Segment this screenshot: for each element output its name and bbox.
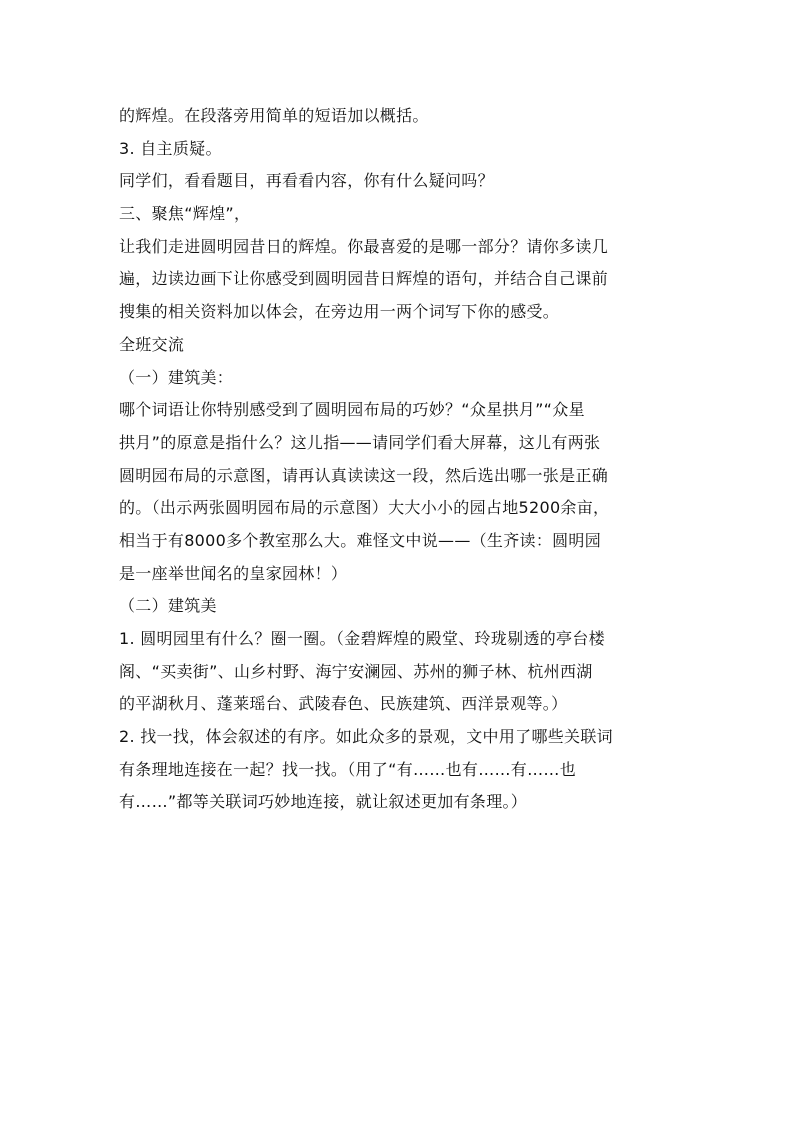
text-line: 哪个词语让你特别感受到了圆明园布局的巧妙？“众星拱月”“众星 bbox=[119, 400, 585, 420]
text-line: 遍，边读边画下让你感受到圆明园昔日辉煌的语句，并结合自己课前 bbox=[119, 269, 609, 289]
text-line: 全班交流 bbox=[119, 334, 185, 354]
text-line: 拱月”的原意是指什么？这儿指——请同学们看大屏幕，这儿有两张 bbox=[119, 432, 601, 452]
text-line: 阁、“买卖街”、山乡村野、海宁安澜园、苏州的狮子林、杭州西湖 bbox=[119, 661, 593, 681]
text-line: 搜集的相关资料加以体会，在旁边用一两个词写下你的感受。 bbox=[119, 302, 560, 322]
text-line: 的平湖秋月、蓬莱瑶台、武陵春色、民族建筑、西洋景观等。） bbox=[119, 694, 568, 714]
text-line: 的。（出示两张圆明园布局的示意图）大大小小的园占地5200余亩， bbox=[119, 498, 610, 518]
text-line: 有条理地连接在一起？找一找。（用了“有……也有……有……也 bbox=[119, 759, 576, 779]
text-line: 1. 圆明园里有什么？圈一圈。（金碧辉煌的殿堂、玲珑剔透的亭台楼 bbox=[119, 629, 605, 648]
subsection-heading: （二）建筑美 bbox=[119, 596, 217, 616]
text-line: 圆明园布局的示意图，请再认真读读这一段，然后选出哪一张是正确 bbox=[119, 465, 609, 485]
text-line: 是一座举世闻名的皇家园林！） bbox=[119, 563, 348, 583]
text-line: 3. 自主质疑。 bbox=[119, 138, 222, 158]
section-heading: 三、聚焦“辉煌”， bbox=[119, 204, 251, 224]
text-line: 让我们走进圆明园昔日的辉煌。你最喜爱的是哪一部分？请你多读几 bbox=[119, 236, 609, 256]
text-line: 相当于有8000多个教室那么大。难怪文中说——（生齐读：圆明园 bbox=[119, 530, 602, 550]
subsection-heading: （一）建筑美： bbox=[119, 367, 234, 387]
text-line: 有……”都等关联词巧妙地连接，就让叙述更加有条理。） bbox=[119, 792, 528, 812]
text-line: 2. 找一找，体会叙述的有序。如此众多的景观，文中用了哪些关联词 bbox=[119, 727, 613, 747]
document-body bbox=[119, 100, 679, 819]
text-line: 的辉煌。在段落旁用简单的短语加以概括。 bbox=[119, 106, 429, 125]
text-line: 同学们，看看题目，再看看内容，你有什么疑问吗？ bbox=[119, 171, 494, 191]
